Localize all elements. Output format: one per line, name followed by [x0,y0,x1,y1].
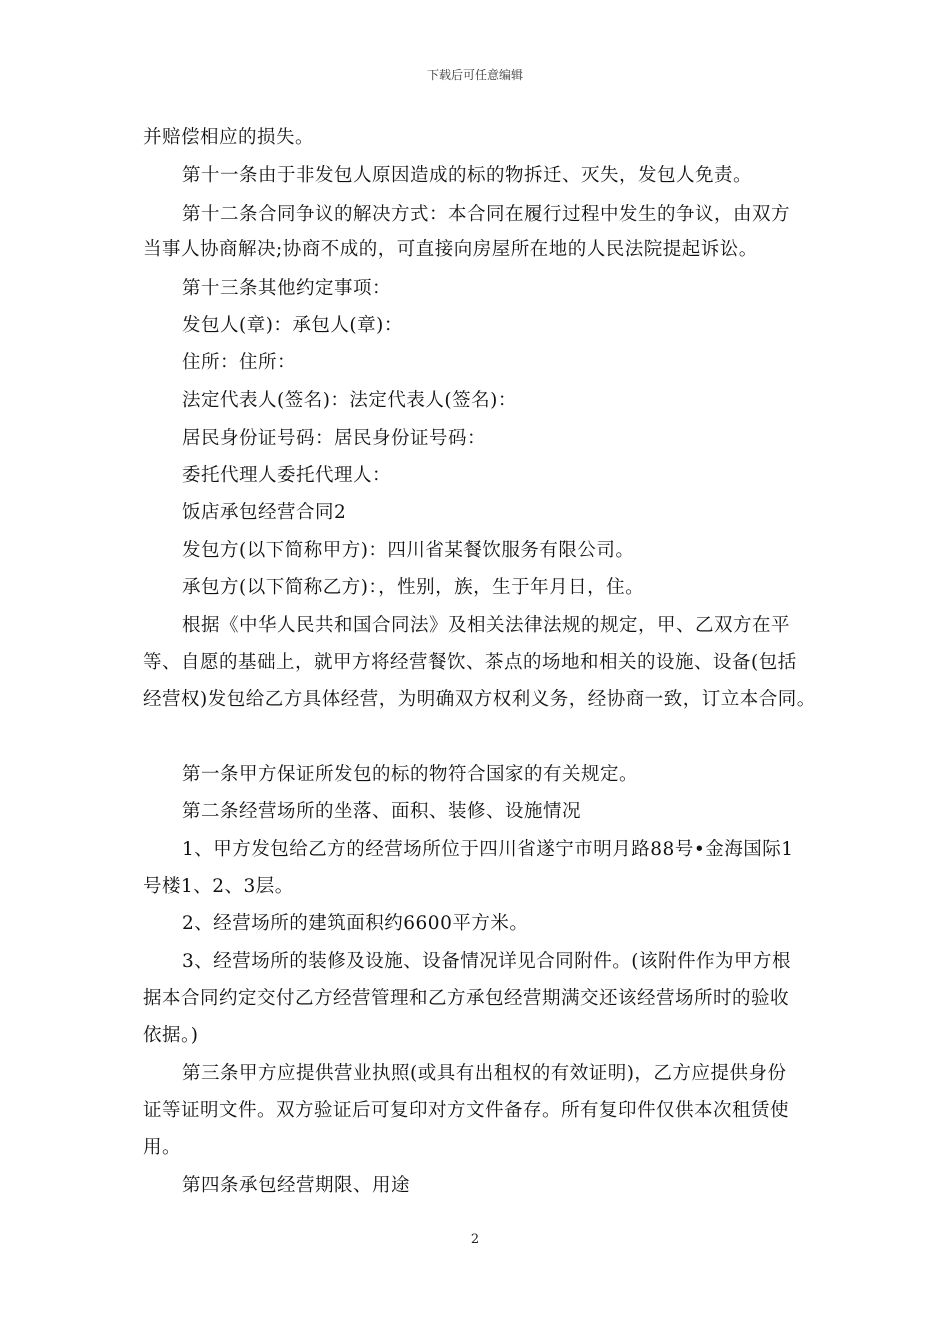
text-line: 饭店承包经营合同2 [182,502,347,523]
text-line: 第十一条由于非发包人原因造成的标的物拆迁、灭失，发包人免责。 [182,165,753,186]
text-line: 号楼1、2、3层。 [143,876,294,897]
text-line: 1、甲方发包给乙方的经营场所位于四川省遂宁市明月路88号•金海国际1 [182,839,794,860]
text-line: 承包方(以下简称乙方)：，性别，族，生于年月日，住。 [182,577,645,598]
text-line: 委托代理人委托代理人： [182,465,392,486]
text-line: 第二条经营场所的坐落、面积、装修、设施情况 [182,801,582,822]
text-line: 经营权)发包给乙方具体经营，为明确双方权利义务，经协商一致，订立本合同。 [143,689,816,710]
text-line: 用。 [143,1137,182,1158]
text-line: 2、经营场所的建筑面积约6600平方米。 [182,913,529,934]
text-line: 第十二条合同争议的解决方式：本合同在履行过程中发生的争议，由双方 [182,204,791,225]
text-line: 法定代表人(签名)：法定代表人(签名)： [182,390,517,411]
text-line: 依据。) [143,1025,199,1046]
text-line: 当事人协商解决;协商不成的，可直接向房屋所在地的人民法院提起诉讼。 [143,239,758,260]
header-note: 下载后可任意编辑 [426,68,523,82]
text-line: 第一条甲方保证所发包的标的物符合国家的有关规定。 [182,764,639,785]
text-line: 第三条甲方应提供营业执照(或具有出租权的有效证明)，乙方应提供身份 [182,1063,787,1084]
page-number: 2 [470,1232,480,1247]
text-line: 住所：住所： [182,352,297,373]
text-line: 发包人(章)：承包人(章)： [182,315,403,336]
text-line: 并赔偿相应的损失。 [143,127,315,148]
text-line: 居民身份证号码：居民身份证号码： [182,428,487,449]
text-line: 第十三条其他约定事项： [182,278,392,299]
text-line: 据本合同约定交付乙方经营管理和乙方承包经营期满交还该经营场所时的验收 [143,988,790,1009]
text-line: 发包方(以下简称甲方)：四川省某餐饮服务有限公司。 [182,540,635,561]
text-line: 根据《中华人民共和国合同法》及相关法律法规的规定，甲、乙双方在平 [182,615,791,636]
text-line: 第四条承包经营期限、用途 [182,1175,411,1196]
text-line: 等、自愿的基础上，就甲方将经营餐饮、茶点的场地和相关的设施、设备(包括 [143,652,797,673]
text-line: 证等证明文件。双方验证后可复印对方文件备存。所有复印件仅供本次租赁使 [143,1100,790,1121]
text-line: 3、经营场所的装修及设施、设备情况详见合同附件。(该附件作为甲方根 [182,951,791,972]
